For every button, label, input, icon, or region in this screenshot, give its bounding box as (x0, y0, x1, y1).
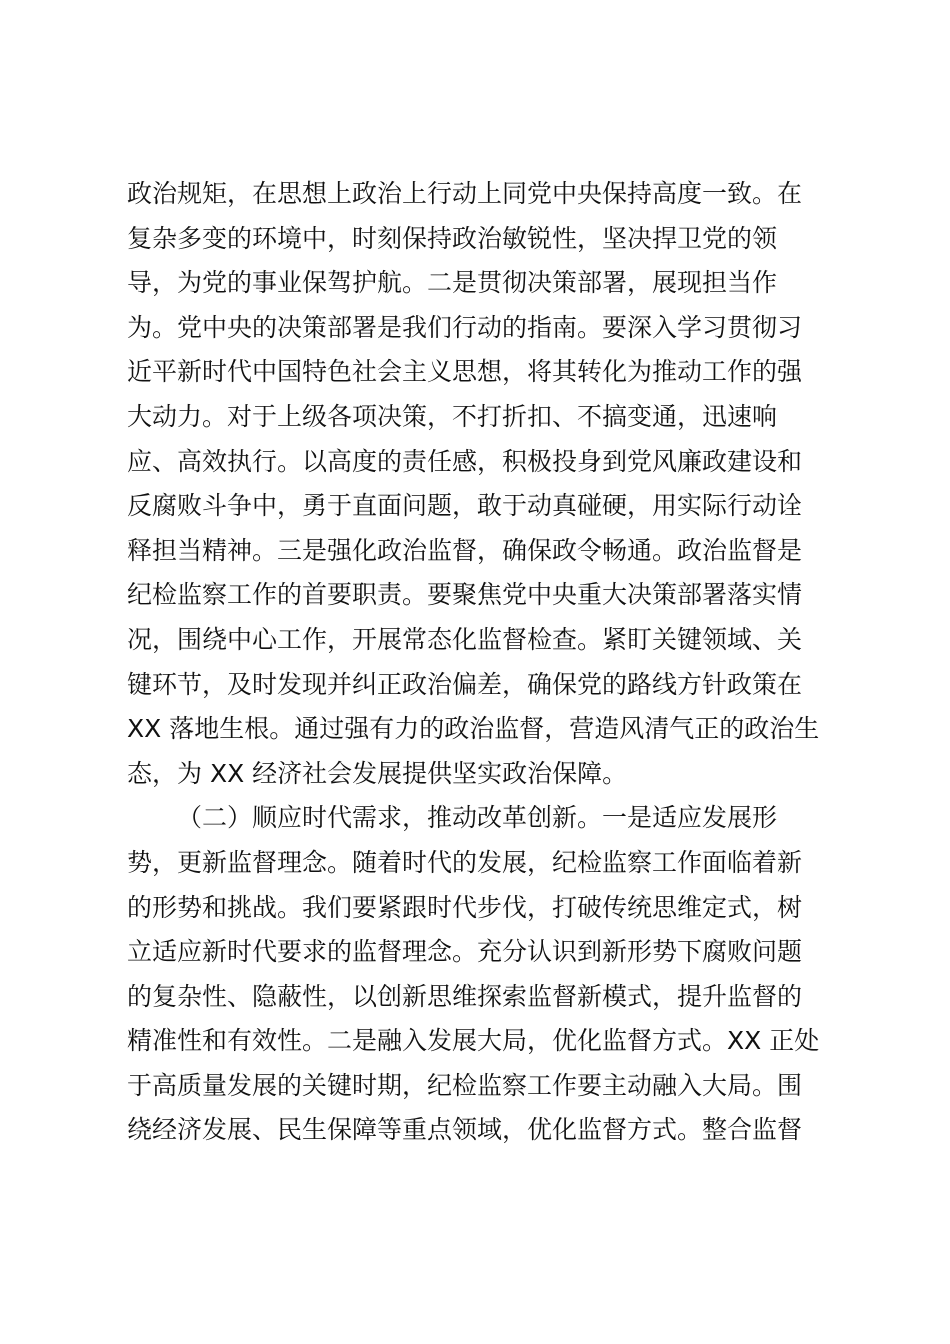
text-line: 为。党中央的决策部署是我们行动的指南。要深入学习贯彻习 (127, 312, 803, 342)
text-line: 精准性和有效性。二是融入发展大局，优化监督方式。XX 正处 (127, 1026, 820, 1056)
text-line: 势，更新监督理念。随着时代的发展，纪检监察工作面临着新 (127, 847, 803, 877)
text-line: 复杂多变的环境中，时刻保持政治敏锐性，坚决捍卫党的领 (127, 223, 778, 253)
text-line: 的形势和挑战。我们要紧跟时代步伐，打破传统思维定式，树 (127, 892, 803, 922)
text-line: 政治规矩，在思想上政治上行动上同党中央保持高度一致。在 (127, 179, 803, 208)
text-line: 释担当精神。三是强化政治监督，确保政令畅通。政治监督是 (127, 535, 803, 565)
text-line: 的复杂性、隐蔽性，以创新思维探索监督新模式，提升监督的 (127, 981, 803, 1011)
text-line: 导，为党的事业保驾护航。二是贯彻决策部署，展现担当作 (127, 268, 778, 298)
text-line: 大动力。对于上级各项决策，不打折扣、不搞变通，迅速响 (127, 401, 778, 431)
text-line: 绕经济发展、民生保障等重点领域，优化监督方式。整合监督 (127, 1115, 803, 1145)
text-line: 况，围绕中心工作，开展常态化监督检查。紧盯关键领域、关 (127, 624, 803, 654)
text-line: 纪检监察工作的首要职责。要聚焦党中央重大决策部署落实情 (127, 580, 803, 610)
text-line: 态，为 XX 经济社会发展提供坚实政治保障。 (127, 758, 628, 788)
section-heading-line: （二）顺应时代需求，推动改革创新。一是适应发展形 (177, 803, 778, 833)
text-line: XX 落地生根。通过强有力的政治监督，营造风清气正的政治生 (127, 714, 820, 744)
text-line: 键环节，及时发现并纠正政治偏差，确保党的路线方针政策在 (127, 669, 803, 699)
text-line: 立适应新时代要求的监督理念。充分认识到新形势下腐败问题 (127, 937, 803, 967)
body-text (127, 172, 847, 1153)
text-line: 近平新时代中国特色社会主义思想，将其转化为推动工作的强 (127, 357, 803, 387)
text-line: 应、高效执行。以高度的责任感，积极投身到党风廉政建设和 (127, 446, 803, 476)
text-line: 反腐败斗争中，勇于直面问题，敢于动真碰硬，用实际行动诠 (127, 491, 803, 521)
text-line: 于高质量发展的关键时期，纪检监察工作要主动融入大局。围 (127, 1070, 803, 1100)
